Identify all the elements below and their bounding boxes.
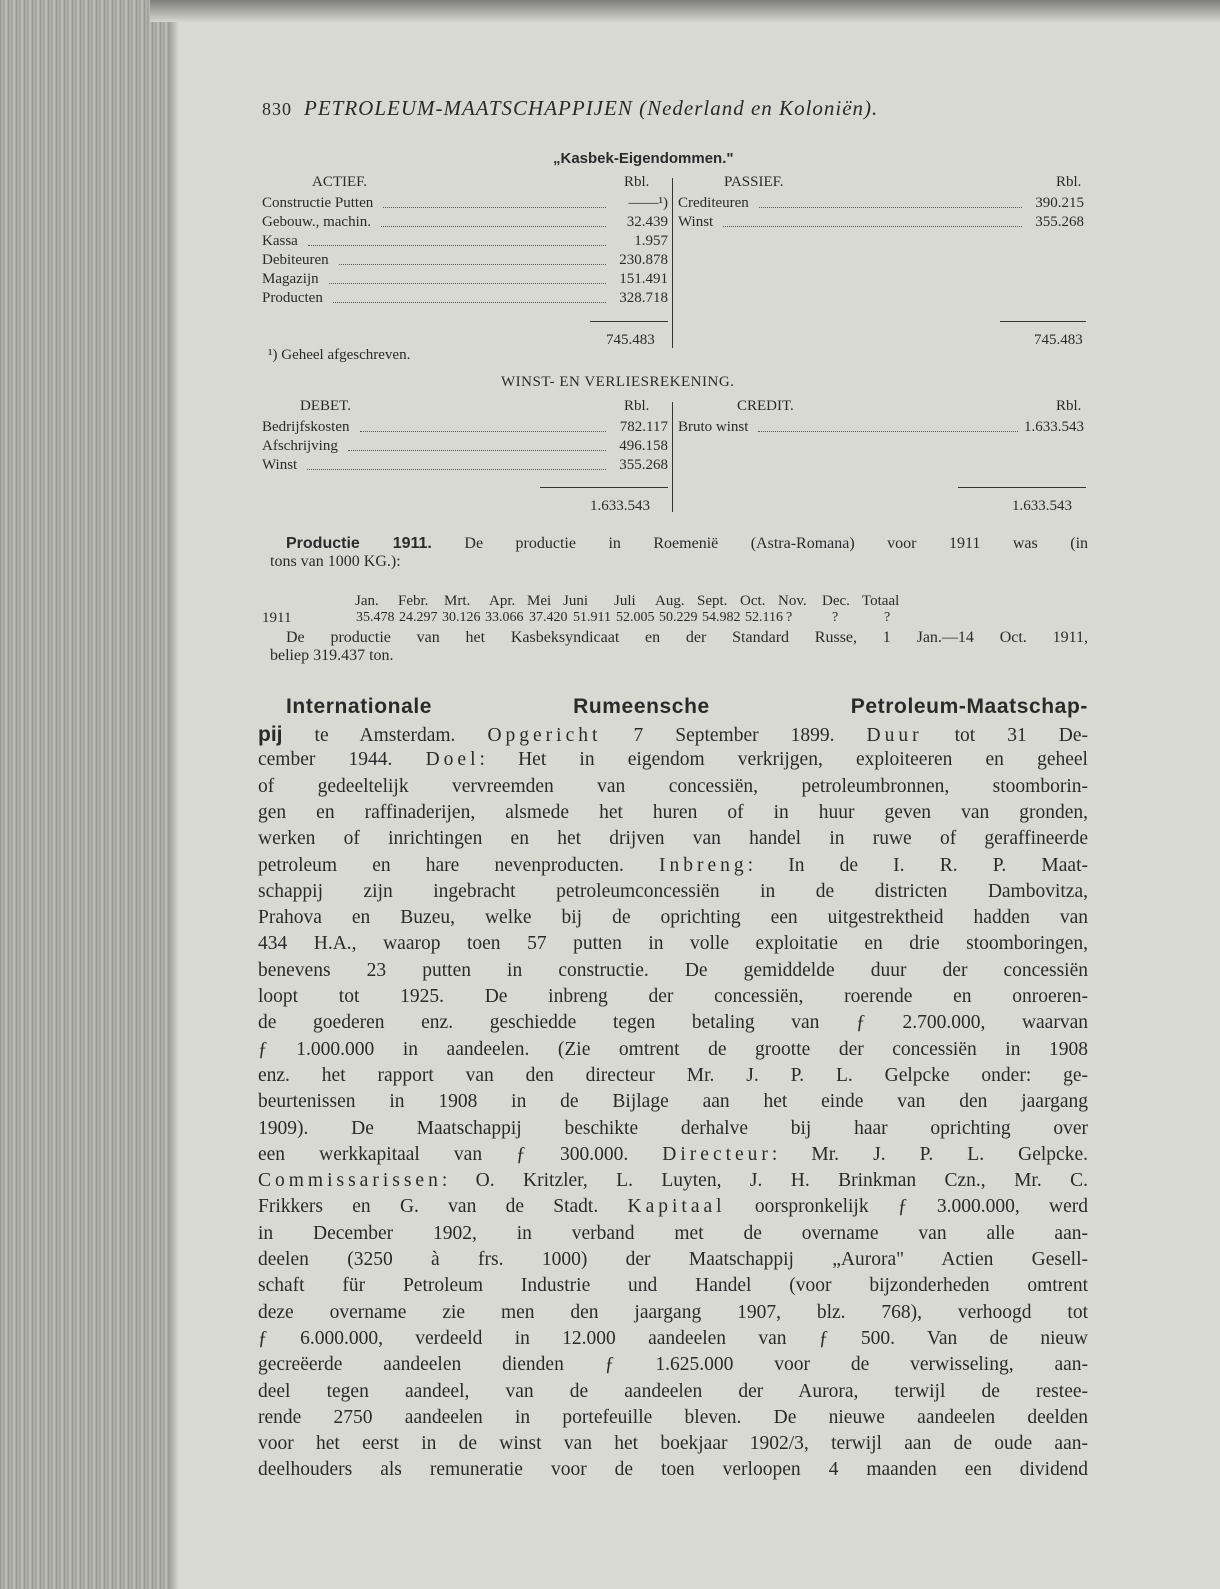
month-value: ?: [832, 610, 839, 625]
row-value: 151.491: [619, 271, 668, 287]
ledger-row: [262, 232, 668, 251]
balance-title: „Kasbek-Eigendommen.": [553, 150, 734, 167]
row-value: 355.268: [619, 457, 668, 473]
leader-dots: [360, 418, 607, 432]
production-note: De productie van het Kasbeksyndicaat en der Standard Russe, 1 Jan.—14 Oct. 1911,: [286, 629, 1088, 646]
row-label: Gebouw., machin.: [262, 214, 371, 230]
article-line: Commissarissen: O. Kritzler, L. Luyten, J. H. Brinkman Czn., Mr. C.: [258, 1170, 1088, 1192]
month-header: Mrt.: [444, 593, 471, 609]
leader-dots: [307, 456, 606, 470]
production-heading: Productie 1911.: [286, 535, 432, 552]
balance-footnote: ¹) Geheel afgeschreven.: [268, 347, 411, 363]
article-line: deelen (3250 à frs. 1000) der Maatschappij „Aurora" Actien Gesell-: [258, 1249, 1088, 1270]
row-label: Bedrijfskosten: [262, 419, 350, 435]
year-label: 1911: [262, 610, 292, 626]
row-value: 328.718: [619, 290, 668, 306]
month-header: Mei: [527, 593, 552, 609]
passief-header: PASSIEF.: [724, 174, 784, 190]
month-value: ?: [786, 610, 793, 625]
row-label: Afschrijving: [262, 438, 338, 454]
ledger-row: [262, 194, 668, 213]
leader-dots: [333, 289, 606, 303]
leader-dots: [348, 437, 606, 451]
ledger-row: [678, 418, 1084, 437]
article-line: rende 2750 aandeelen in portefeuille bleven. De nieuwe aandeelen deelden: [258, 1406, 1088, 1428]
article-line: werken of inrichtingen en het drijven van handel in ruwe of geraffineerde: [258, 828, 1088, 850]
month-value: 24.297: [399, 610, 438, 625]
row-value: 32.439: [626, 214, 668, 230]
month-value: 35.478: [356, 610, 395, 625]
credit-currency: Rbl.: [1056, 398, 1082, 414]
article-line: gecreëerde aandeelen dienden ƒ 1.625.000 voor de verwisseling, aan-: [258, 1354, 1088, 1376]
production-intro-2: tons van 1000 KG.):: [270, 553, 401, 570]
total-rule-left: [590, 321, 668, 322]
month-header: Nov.: [778, 593, 807, 609]
month-header: Juni: [563, 593, 589, 609]
row-label: Winst: [262, 457, 298, 473]
row-label: Debiteuren: [262, 252, 329, 268]
total-rule-right: [1000, 321, 1086, 322]
ledger-row: [262, 289, 668, 308]
ledger-row: [262, 270, 668, 289]
debet-currency: Rbl.: [624, 398, 650, 414]
balance-total-left: 745.483: [606, 332, 655, 348]
month-header: Juli: [614, 593, 636, 609]
balance-total-right: 745.483: [1034, 332, 1083, 348]
row-label: Crediteuren: [678, 195, 749, 211]
article-line: schappij zijn ingebracht petroleumconcessiën in de districten Dambovitza,: [258, 880, 1088, 902]
row-label: Bruto winst: [678, 419, 749, 435]
production-note-2: beliep 319.437 ton.: [270, 647, 394, 664]
row-label: Magazijn: [262, 271, 319, 287]
row-value: 1.633.543: [1024, 419, 1084, 435]
ledger-row: [262, 456, 668, 475]
row-label: Kassa: [262, 233, 298, 249]
article-line: beurtenissen in 1908 in de Bijlage aan het einde van den jaargang: [258, 1091, 1088, 1113]
page-number: 830: [262, 99, 292, 119]
month-value: 51.911: [573, 610, 611, 625]
month-value: 33.066: [485, 610, 524, 625]
ledger-row: [678, 194, 1084, 213]
production-intro: [258, 535, 1088, 553]
month-value: 37.420: [529, 610, 568, 625]
passief-currency: Rbl.: [1056, 174, 1082, 190]
row-value: ——¹): [628, 195, 668, 211]
article-line-text: te Amsterdam. Opgericht 7 September 1899. Duur tot 31 De-: [314, 725, 1088, 746]
article-line: schaft für Petroleum Industrie und Handel (voor bijzonderheden omtrent: [258, 1275, 1088, 1297]
article-line: ƒ 1.000.000 in aandeelen. (Zie omtrent de grootte der concessiën in 1908: [258, 1038, 1088, 1060]
article-heading-cont: pij: [258, 723, 283, 746]
ledger-row: [262, 418, 668, 437]
month-header: Oct.: [740, 593, 766, 609]
month-header: Jan.: [355, 593, 379, 609]
article-line: [258, 723, 1088, 747]
month-header: Aug.: [655, 593, 685, 609]
row-value: 782.117: [619, 419, 668, 435]
leader-dots: [723, 213, 1022, 227]
running-title: PETROLEUM-MAATSCHAPPIJEN (Nederland en Koloniën).: [304, 96, 879, 120]
row-value: 355.268: [1035, 214, 1084, 230]
pl-column-divider: [672, 402, 673, 512]
article-line: enz. het rapport van den directeur Mr. J. P. L. Gelpcke onder: ge-: [258, 1064, 1088, 1086]
ledger-row: [262, 251, 668, 270]
article-line: een werkkapitaal van ƒ 300.000. Directeur: Mr. J. P. L. Gelpcke.: [258, 1143, 1088, 1165]
article-line: deze overname zie men den jaargang 1907, blz. 768), verhoogd tot: [258, 1301, 1088, 1323]
ledger-row: [262, 437, 668, 456]
production-intro-text: De productie in Roemenië (Astra-Romana) voor 1911 was (in: [464, 535, 1089, 552]
leader-dots: [329, 270, 606, 284]
article-line: of gedeeltelijk vervreemden van concessiën, petroleumbronnen, stoomborin-: [258, 775, 1088, 797]
row-value: 496.158: [619, 438, 668, 454]
pl-total-left: 1.633.543: [590, 498, 650, 514]
leader-dots: [758, 418, 1018, 432]
article-line: ƒ 6.000.000, verdeeld in 12.000 aandeelen van ƒ 500. Van de nieuw: [258, 1327, 1088, 1349]
debet-header: DEBET.: [300, 398, 351, 414]
article-line: cember 1944. Doel: Het in eigendom verkrijgen, exploiteeren en geheel: [258, 749, 1088, 771]
article-line: gen en raffinaderijen, alsmede het huren of in huur geven van gronden,: [258, 801, 1088, 823]
month-value: 52.005: [616, 610, 655, 625]
article-line: 434 H.A., waarop toen 57 putten in volle exploitatie en drie stoomboringen,: [258, 933, 1088, 955]
article-line: in December 1902, in verband met de overname van alle aan-: [258, 1222, 1088, 1244]
row-value: 390.215: [1035, 195, 1084, 211]
ledger-row: [678, 213, 1084, 232]
month-header: Apr.: [489, 593, 516, 609]
article-line: deel tegen aandeel, van de aandeelen der Aurora, terwijl de restee-: [258, 1380, 1088, 1402]
pl-rule-left: [540, 487, 668, 488]
actief-currency: Rbl.: [624, 174, 650, 190]
month-header: Sept.: [697, 593, 728, 609]
row-value: 1.957: [634, 233, 668, 249]
article-line: benevens 23 putten in constructie. De gemiddelde duur der concessiën: [258, 959, 1088, 981]
month-header: Dec.: [822, 593, 850, 609]
leader-dots: [383, 194, 606, 208]
pl-rule-right: [958, 487, 1086, 488]
row-label: Constructie Putten: [262, 195, 374, 211]
leader-dots: [308, 232, 606, 246]
leader-dots: [381, 213, 606, 227]
column-divider: [672, 178, 673, 348]
running-header: [262, 96, 878, 121]
article-line: loopt tot 1925. De inbreng der concessiën, roerende en onroeren-: [258, 986, 1088, 1007]
pl-total-right: 1.633.543: [1012, 498, 1072, 514]
month-value: ?: [884, 610, 891, 625]
credit-header: CREDIT.: [737, 398, 794, 414]
month-header: Febr.: [398, 593, 429, 609]
page-edges: [0, 0, 178, 1589]
article-line: deelhouders als remuneratie voor de toen verloopen 4 maanden een dividend: [258, 1459, 1088, 1481]
month-value: 50.229: [659, 610, 698, 625]
article-heading: Internationale Rumeensche Petroleum-Maatschap-: [286, 695, 1088, 718]
month-header: Totaal: [862, 593, 900, 609]
leader-dots: [759, 194, 1022, 208]
month-value: 52.116: [745, 610, 783, 625]
article-line: Frikkers en G. van de Stadt. Kapitaal oorspronkelijk ƒ 3.000.000, werd: [258, 1196, 1088, 1218]
article-line: petroleum en hare nevenproducten. Inbreng: In de I. R. P. Maat-: [258, 854, 1088, 876]
article-line: de goederen enz. geschiedde tegen betaling van ƒ 2.700.000, waarvan: [258, 1012, 1088, 1034]
row-label: Producten: [262, 290, 323, 306]
leader-dots: [339, 251, 606, 265]
pl-title: WINST- EN VERLIESREKENING.: [501, 374, 735, 390]
actief-header: ACTIEF.: [312, 174, 368, 190]
ledger-row: [262, 213, 668, 232]
article-line: 1909). De Maatschappij beschikte derhalve bij haar oprichting over: [258, 1117, 1088, 1139]
article-line: Prahova en Buzeu, welke bij de oprichting een uitgestrektheid hadden van: [258, 907, 1088, 929]
month-value: 54.982: [702, 610, 741, 625]
row-label: Winst: [678, 214, 714, 230]
row-value: 230.878: [619, 252, 668, 268]
month-value: 30.126: [442, 610, 481, 625]
page-top-shadow: [150, 0, 1220, 22]
article-line: voor het eerst in de winst van het boekjaar 1902/3, terwijl aan de oude aan-: [258, 1433, 1088, 1455]
